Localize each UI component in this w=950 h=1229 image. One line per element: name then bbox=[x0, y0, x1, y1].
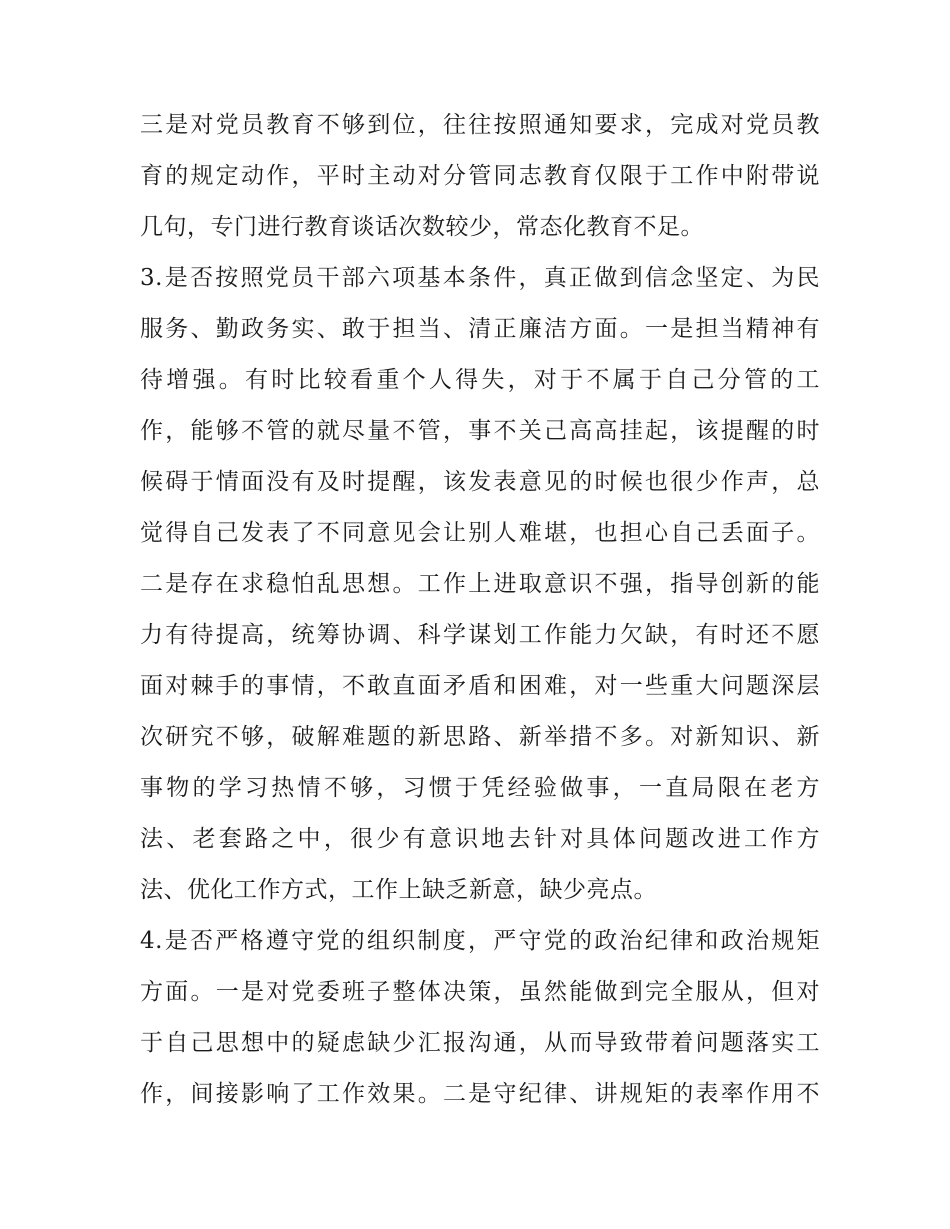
text-line: 力有待提高，统筹协调、科学谋划工作能力欠缺，有时还不愿 bbox=[140, 622, 820, 648]
text-line: 4.是否严格遵守党的组织制度，严守党的政治纪律和政治规矩 bbox=[140, 928, 820, 954]
text-line: 3.是否按照党员干部六项基本条件，真正做到信念坚定、为民 bbox=[140, 265, 820, 291]
text-line: 三是对党员教育不够到位，往往按照通知要求，完成对党员教 bbox=[140, 112, 820, 138]
text-line: 作，能够不管的就尽量不管，事不关己高高挂起，该提醒的时 bbox=[140, 418, 820, 444]
text-line: 二是存在求稳怕乱思想。工作上进取意识不强，指导创新的能 bbox=[140, 571, 820, 597]
document-body bbox=[140, 100, 820, 1120]
text-line: 法、优化工作方式，工作上缺乏新意，缺少亮点。 bbox=[140, 877, 657, 903]
text-line: 几句，专门进行教育谈话次数较少，常态化教育不足。 bbox=[140, 214, 704, 240]
text-line: 候碍于情面没有及时提醒，该发表意见的时候也很少作声，总 bbox=[140, 469, 820, 495]
text-line: 于自己思想中的疑虑缺少汇报沟通，从而导致带着问题落实工 bbox=[140, 1030, 820, 1056]
text-line: 待增强。有时比较看重个人得失，对于不属于自己分管的工 bbox=[140, 367, 820, 393]
text-line: 服务、勤政务实、敢于担当、清正廉洁方面。一是担当精神有 bbox=[140, 316, 820, 342]
text-line: 面对棘手的事情，不敢直面矛盾和困难，对一些重大问题深层 bbox=[140, 673, 820, 699]
text-line: 法、老套路之中，很少有意识地去针对具体问题改进工作方 bbox=[140, 826, 820, 852]
text-line: 育的规定动作，平时主动对分管同志教育仅限于工作中附带说 bbox=[140, 163, 820, 189]
text-line: 作，间接影响了工作效果。二是守纪律、讲规矩的表率作用不 bbox=[140, 1081, 820, 1107]
text-line: 次研究不够，破解难题的新思路、新举措不多。对新知识、新 bbox=[140, 724, 820, 750]
text-line: 事物的学习热情不够，习惯于凭经验做事，一直局限在老方 bbox=[140, 775, 820, 801]
text-line: 觉得自己发表了不同意见会让别人难堪，也担心自己丢面子。 bbox=[140, 520, 820, 546]
text-line: 方面。一是对党委班子整体决策，虽然能做到完全服从，但对 bbox=[140, 979, 820, 1005]
